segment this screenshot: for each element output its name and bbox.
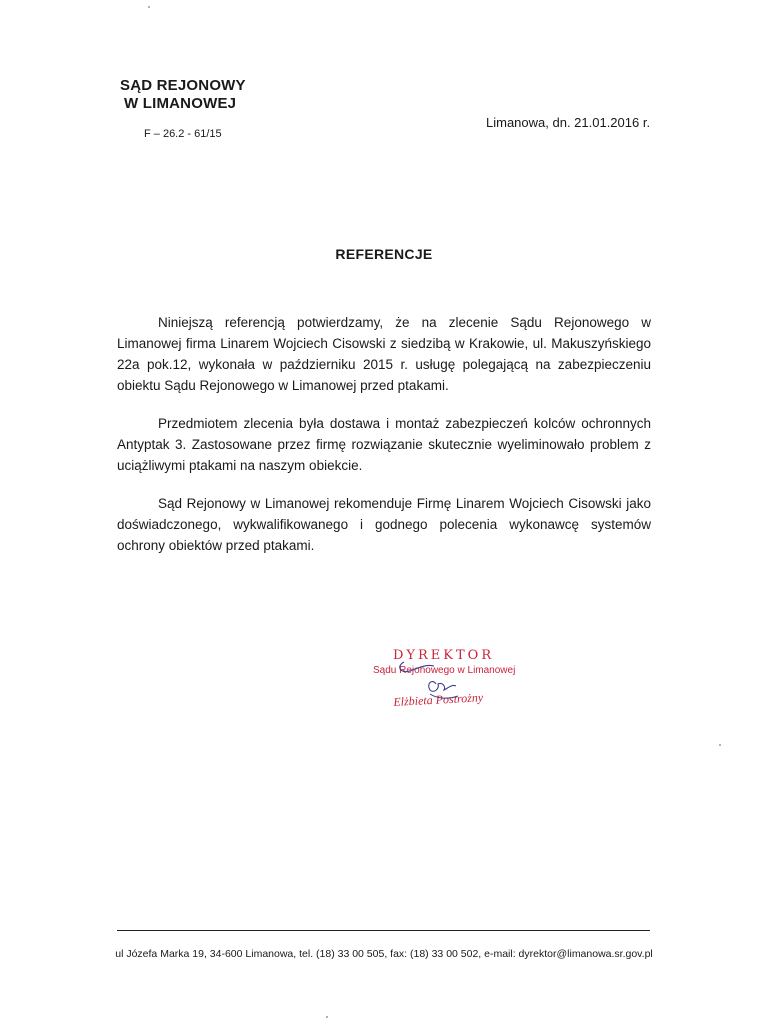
scan-speck	[326, 1016, 328, 1018]
letter-body	[117, 312, 651, 573]
stamp-name: Elżbieta Postrożny	[393, 690, 484, 709]
date-line: Limanowa, dn. 21.01.2016 r.	[486, 115, 651, 130]
court-name	[120, 77, 246, 113]
stamp-subtitle: Sądu Rejonowego w Limanowej	[373, 665, 516, 676]
reference-number: F – 26.2 - 61/15	[144, 128, 222, 140]
document-title: REFERENCJE	[335, 246, 433, 262]
handwritten-signature	[366, 644, 536, 724]
paragraph-1: Niniejszą referencją potwierdzamy, że na zlecenie Sądu Rejonowego w Limanowej firma Linarem Wojciech Cisowski z siedzibą w Krakowie, ul. Makuszyńskiego 22a pok.12, wykonała w październiku 2015 r. usługę polegającą na zabezpieczeniu obiektu Sądu Rejonowego w Limanowej przed ptakami.	[117, 315, 651, 393]
director-stamp	[366, 644, 536, 724]
court-name-line1: SĄD REJONOWY	[120, 77, 246, 94]
paragraph-3: Sąd Rejonowy w Limanowej rekomenduje Firmę Linarem Wojciech Cisowski jako doświadczonego, wykwalifikowanego i godnego polecenia wykonawcę systemów ochrony obiektów przed ptakami.	[117, 496, 651, 553]
scan-speck	[719, 744, 721, 746]
footer-divider	[117, 930, 650, 931]
scan-speck	[148, 6, 150, 8]
court-name-line2: W LIMANOWEJ	[124, 95, 237, 112]
stamp-title: DYREKTOR	[393, 648, 495, 663]
footer-address: ul Józefa Marka 19, 34-600 Limanowa, tel. (18) 33 00 505, fax: (18) 33 00 502, e-mail: dyrektor@limanowa.sr.gov.pl	[115, 948, 653, 960]
paragraph-2: Przedmiotem zlecenia była dostawa i montaż zabezpieczeń kolców ochronnych Antyptak 3. Zastosowane przez firmę rozwiązanie skutecznie wyeliminowało problem z uciążliwymi ptakami na naszym obiekcie.	[117, 416, 651, 473]
